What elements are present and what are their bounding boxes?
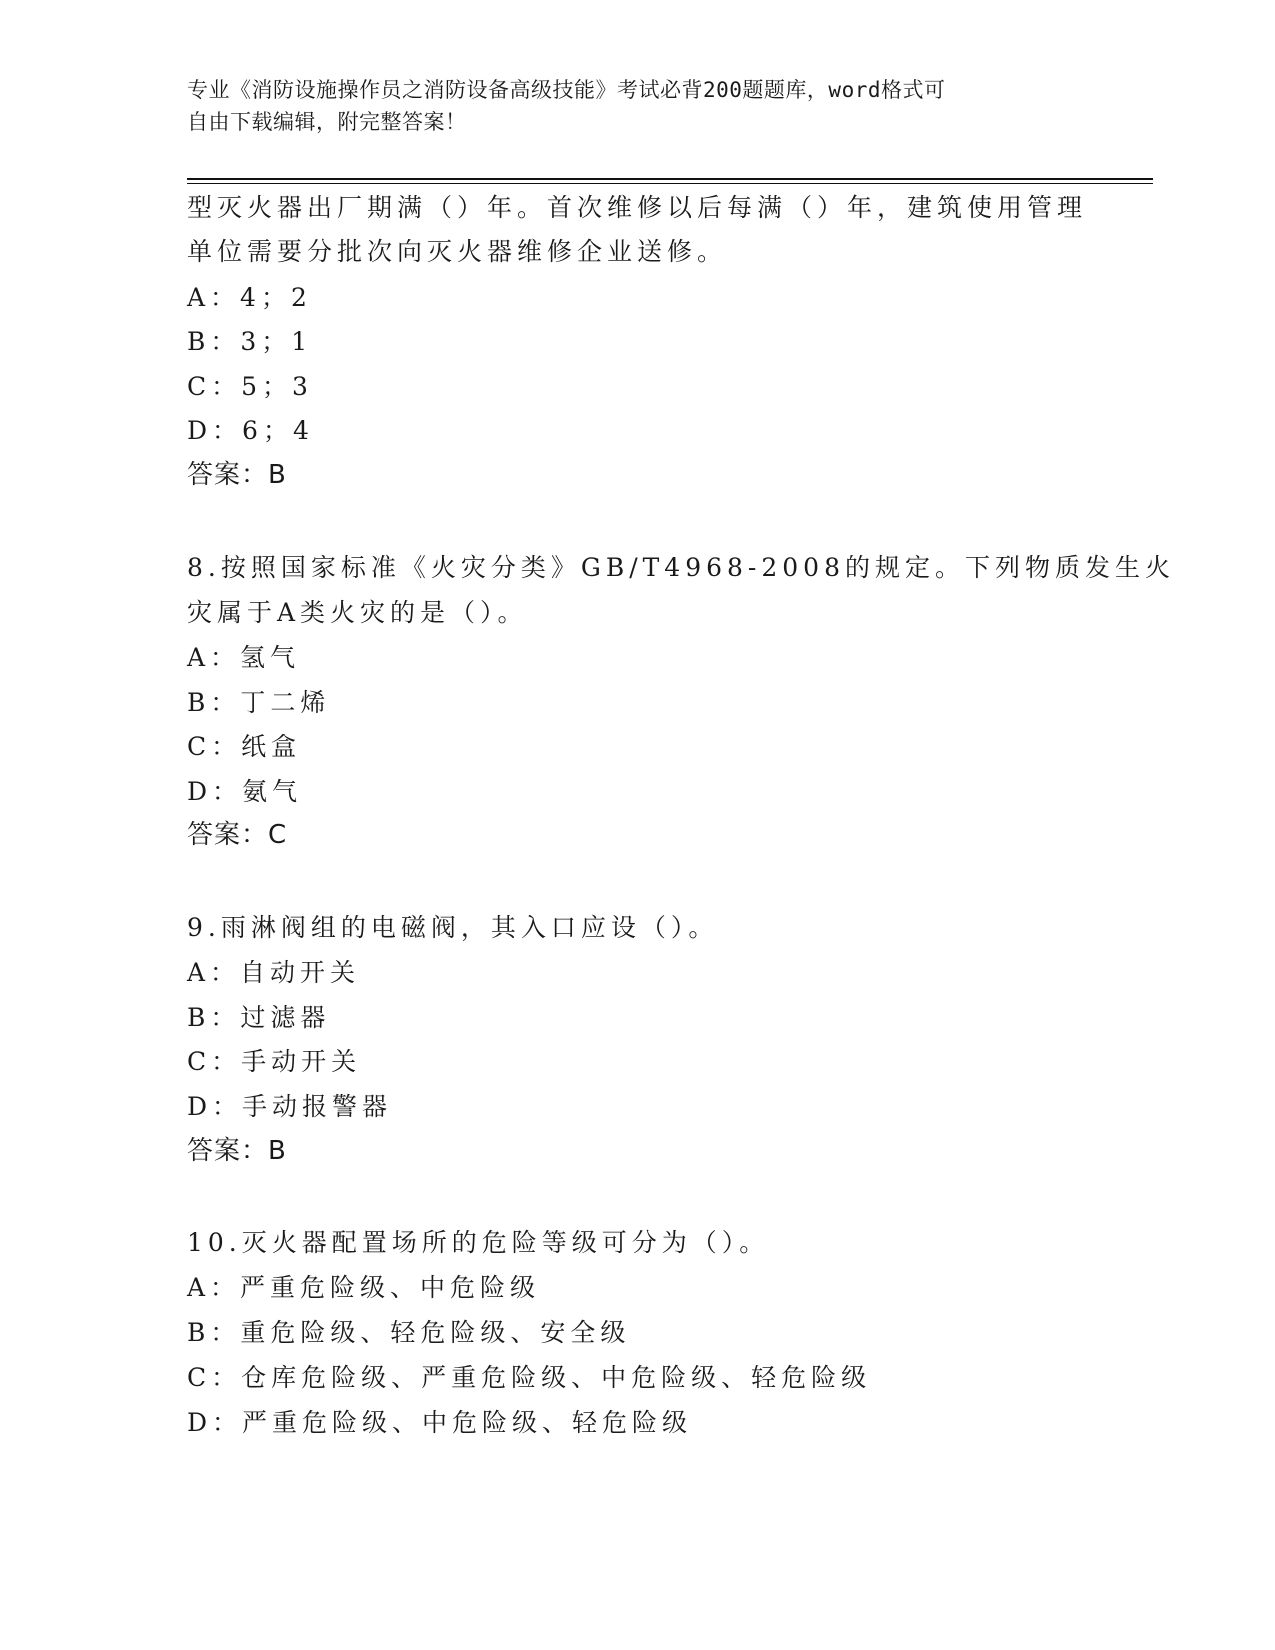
q7-option-c: C：5；3	[187, 372, 313, 401]
header-line-2: 自由下载编辑，附完整答案！	[187, 110, 467, 134]
q8-option-a: A：氢气	[187, 643, 301, 672]
document-header	[187, 74, 1067, 138]
q9-option-b: B：过滤器	[187, 1003, 331, 1032]
q8-stem-line-2: 灾属于A类火灾的是（）。	[187, 598, 528, 627]
q7-answer: 答案：B	[187, 460, 287, 490]
q9-option-c: C：手动开关	[187, 1047, 362, 1076]
q8-option-d: D：氨气	[187, 777, 303, 806]
q9-stem-line-1: 9.雨淋阀组的电磁阀，其入口应设（）。	[187, 913, 719, 942]
q8-answer: 答案：C	[187, 820, 288, 850]
header-divider-thick	[187, 178, 1153, 180]
q10-option-a: A：严重危险级、中危险级	[187, 1273, 541, 1302]
header-divider-thin	[187, 183, 1153, 184]
q8-option-b: B：丁二烯	[187, 688, 331, 717]
q7-option-d: D：6；4	[187, 416, 314, 445]
q9-answer: 答案：B	[187, 1136, 287, 1166]
q10-option-d: D：严重危险级、中危险级、轻危险级	[187, 1408, 693, 1437]
q10-stem-line-1: 10.灭火器配置场所的危险等级可分为（）。	[187, 1228, 770, 1257]
q7-option-a: A：4；2	[187, 283, 312, 312]
q8-option-c: C：纸盒	[187, 732, 302, 761]
q8-stem-line-1: 8.按照国家标准《火灾分类》GB/T4968-2008的规定。下列物质发生火	[187, 553, 1175, 582]
q10-option-c: C：仓库危险级、严重危险级、中危险级、轻危险级	[187, 1363, 872, 1392]
q7-option-b: B：3；1	[187, 327, 313, 356]
q9-option-a: A：自动开关	[187, 958, 361, 987]
q7-stem-line-2: 单位需要分批次向灭火器维修企业送修。	[187, 237, 728, 266]
q7-stem-line-1: 型灭火器出厂期满（）年。首次维修以后每满（）年，建筑使用管理	[187, 193, 1088, 222]
q9-option-d: D：手动报警器	[187, 1092, 393, 1121]
header-line-1: 专业《消防设施操作员之消防设备高级技能》考试必背200题题库，word格式可	[187, 78, 946, 102]
q10-option-b: B：重危险级、轻危险级、安全级	[187, 1318, 631, 1347]
